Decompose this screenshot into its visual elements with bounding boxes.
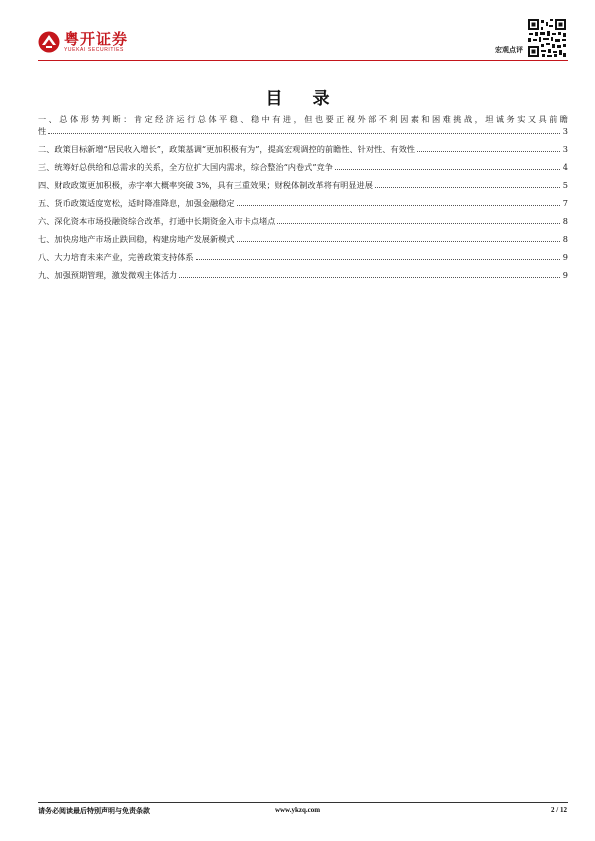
report-type-label: 宏观点评 (495, 46, 523, 54)
toc-page-number: 8 (562, 216, 568, 226)
toc-entry-2[interactable] (38, 143, 568, 155)
toc-entry-text: 四、财政政策更加积极，赤字率大概率突破 3%，具有三重效果；财税体制改革将有明显进展 (38, 180, 373, 190)
toc-entry-6[interactable] (38, 215, 568, 227)
toc-leader-dots (417, 151, 560, 152)
toc-entry-4[interactable] (38, 179, 568, 191)
toc-page-number: 7 (562, 198, 568, 208)
footer-disclaimer: 请务必阅读最后特别声明与免责条款 (38, 806, 150, 815)
toc-page-number: 4 (562, 162, 568, 172)
company-logo (38, 31, 128, 53)
toc-page-number: 9 (562, 270, 568, 280)
toc-leader-dots (335, 169, 560, 170)
toc-leader-dots (179, 277, 560, 278)
toc-entry-text: 三、统筹好总供给和总需求的关系，全方位扩大国内需求，综合整治“内卷式”竞争 (38, 162, 333, 172)
header-divider (38, 60, 568, 61)
footer-website[interactable]: www.ykzq.com (274, 806, 321, 814)
toc-entry-text: 七、加快房地产市场止跌回稳，构建房地产发展新模式 (38, 234, 235, 244)
toc-leader-dots (48, 133, 560, 134)
toc-page-number: 3 (562, 144, 568, 154)
toc-page-number: 9 (562, 252, 568, 262)
toc-leader-dots (277, 223, 560, 224)
toc-leader-dots (196, 259, 560, 260)
toc-page-number: 5 (562, 180, 568, 190)
toc-page-number: 3 (562, 126, 568, 136)
yuekai-logo-icon (38, 31, 60, 53)
toc-entry-3[interactable] (38, 161, 568, 173)
brand-name-cn: 粤开证券 (64, 30, 129, 48)
brand-name-en: YUEKAI SECURITIES (64, 47, 124, 53)
toc-title: 目 录 (265, 89, 342, 109)
toc-entry-text: 二、政策目标新增“居民收入增长”，政策基调“更加积极有为”，提高宏观调控的前瞻性、针对性、有效性 (38, 144, 415, 154)
table-of-contents (38, 113, 568, 287)
toc-entry-1[interactable] (38, 113, 568, 137)
qr-code-icon (527, 18, 567, 58)
toc-entry-9[interactable] (38, 269, 568, 281)
footer-divider (38, 802, 568, 803)
toc-leader-dots (375, 187, 560, 188)
toc-entry-text: 六、深化资本市场投融资综合改革，打通中长期资金入市卡点堵点 (38, 216, 276, 226)
toc-entry-8[interactable] (38, 251, 568, 263)
toc-entry-text: 一、总体形势判断：肯定经济运行总体平稳、稳中有进，但也要正视外部不利因素和困难挑战，坦诚务实又具前瞻 (38, 114, 568, 124)
toc-leader-dots (237, 241, 560, 242)
toc-entry-7[interactable] (38, 233, 568, 245)
toc-entry-5[interactable] (38, 197, 568, 209)
toc-entry-text: 五、货币政策适度宽松，适时降准降息，加强金融稳定 (38, 198, 235, 208)
toc-page-number: 8 (562, 234, 568, 244)
toc-leader-dots (237, 205, 560, 206)
toc-entry-text: 九、加强预期管理，激发微观主体活力 (38, 270, 178, 280)
footer-page-indicator: 2 / 12 (551, 806, 567, 814)
toc-entry-text: 八、大力培育未来产业，完善政策支持体系 (38, 252, 194, 262)
toc-entry-text-continued: 性 (38, 126, 47, 136)
